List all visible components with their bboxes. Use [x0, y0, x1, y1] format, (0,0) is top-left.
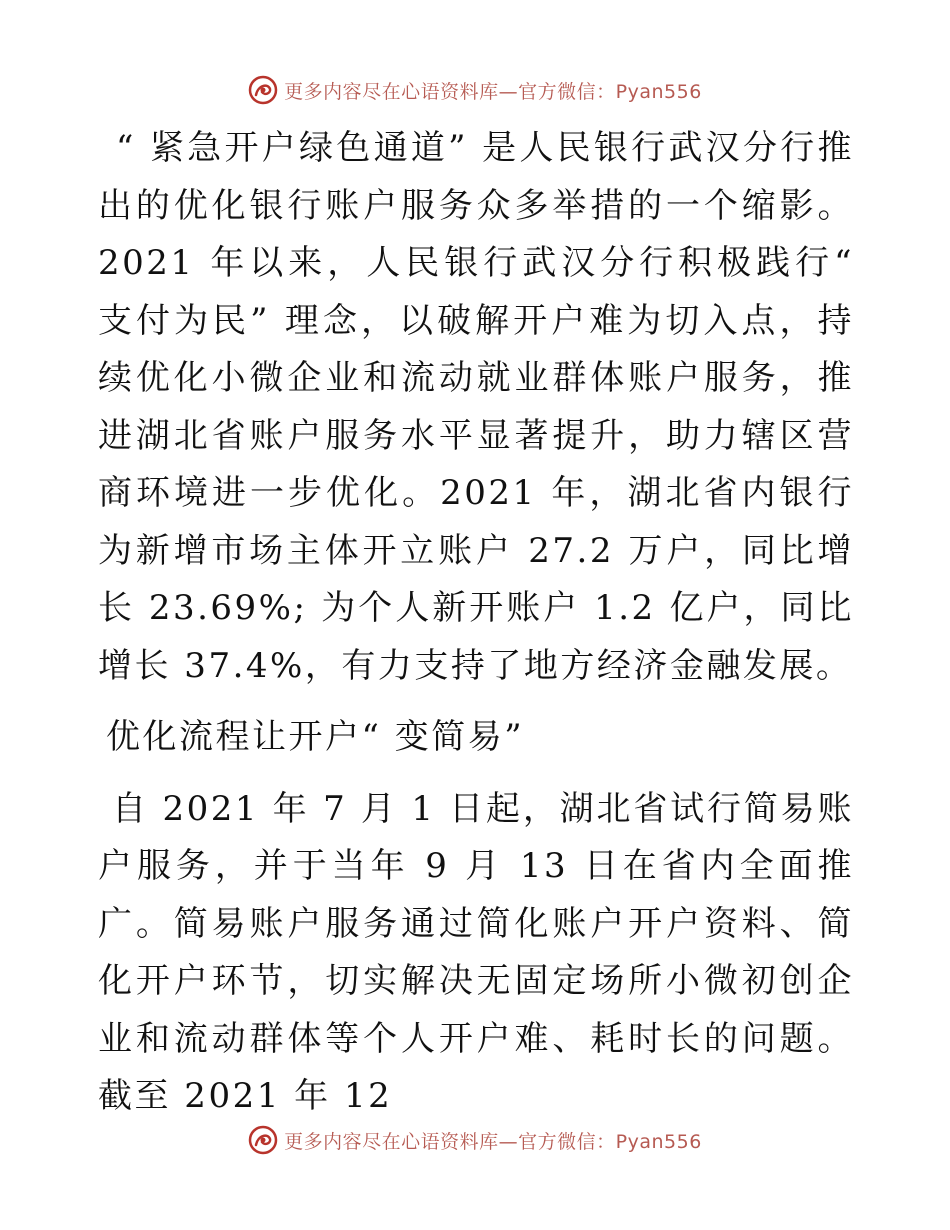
document-body: [98, 120, 854, 1126]
watermark-text: 更多内容尽在心语资料库—官方微信：Pyan556: [284, 1130, 702, 1153]
footer-watermark: [0, 1120, 950, 1160]
red-swirl-logo-icon: [248, 75, 278, 105]
red-swirl-logo-icon: [248, 1125, 278, 1155]
section-heading: 优化流程让开户“ 变简易”: [106, 717, 525, 757]
watermark-text: 更多内容尽在心语资料库—官方微信：Pyan556: [284, 80, 702, 103]
header-watermark: [0, 70, 950, 110]
body-paragraph: 自 2021 年 7 月 1 日起，湖北省试行简易账户服务，并于当年 9 月 13 日在省内全面推广。简易账户服务通过简化账户开户资料、简化开户环节，切实解决无固定场所小微初创企业和流动群体等个人开户难、耗时长的问题。截至 2021 年 12: [98, 788, 854, 1116]
body-paragraph: “ 紧急开户绿色通道” 是人民银行武汉分行推出的优化银行账户服务众多举措的一个缩影。2021 年以来，人民银行武汉分行积极践行“ 支付为民” 理念，以破解开户难为切入点，持续优化小微企业和流动就业群体账户服务，推进湖北省账户服务水平显著提升，助力辖区营商环境进一步优化。2021 年，湖北省内银行为新增市场主体开立账户 27.2 万户，同比增长 23.69%; 为个人新开账户 1.2 亿户，同比增长 37.4%，有力支持了地方经济金融发展。: [98, 128, 854, 686]
